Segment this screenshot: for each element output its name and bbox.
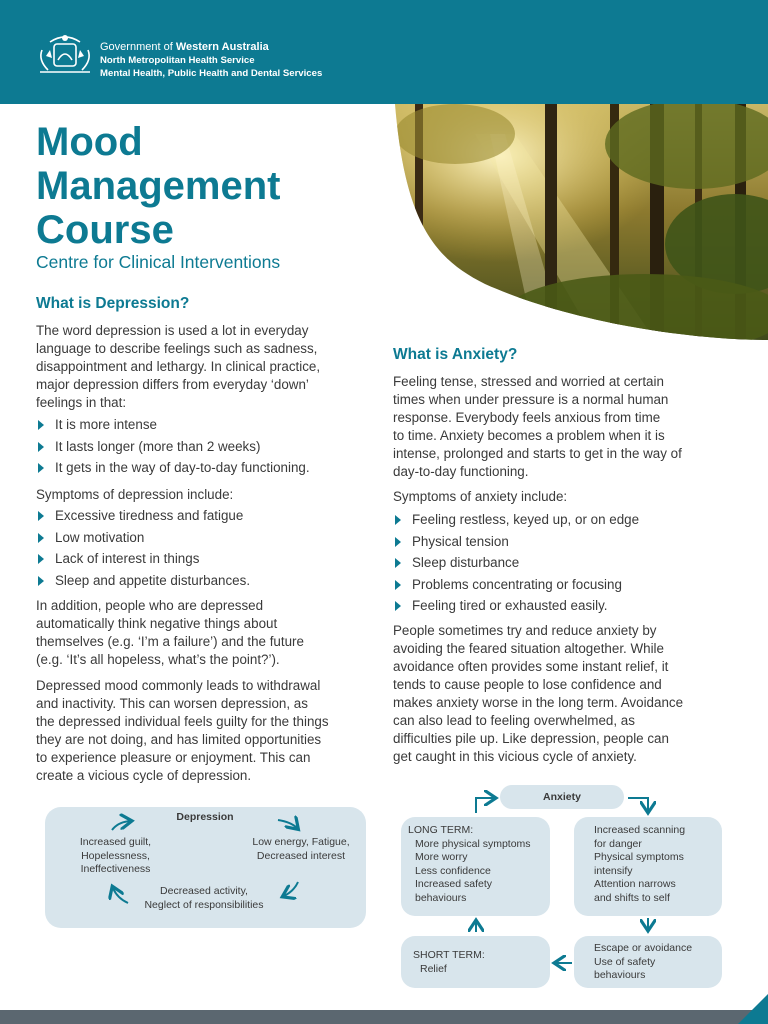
title-line: Management <box>36 164 281 208</box>
text-line: avoiding the feared situation altogether. While <box>393 641 664 656</box>
text-line: LONG TERM: <box>408 824 474 836</box>
depression-intro <box>36 322 320 412</box>
text-line: The word depression is used a lot in everyday <box>36 323 309 338</box>
text-line: Ineffectiveness <box>80 863 151 875</box>
text-line: feelings in that: <box>36 395 127 410</box>
list-item: Physical tension <box>393 531 639 553</box>
depression-differences-list <box>36 414 310 479</box>
text-line: Attention narrows <box>594 878 676 890</box>
list-item: It is more intense <box>36 414 310 436</box>
text-line: get caught in this vicious cycle of anxiety. <box>393 749 637 764</box>
list-item: Excessive tiredness and fatigue <box>36 505 250 527</box>
arrow-icon <box>476 798 494 813</box>
text-line: automatically think negative things about <box>36 616 278 631</box>
anxiety-para2 <box>393 622 683 766</box>
anxiety-escape-box <box>574 936 722 988</box>
text-line: response. Everybody feels anxious from time <box>393 410 661 425</box>
text-line: to experience pleasure or enjoyment. This can <box>36 750 311 765</box>
arrow-icon <box>628 798 648 811</box>
depression-symptoms-intro: Symptoms of depression include: <box>36 487 234 502</box>
footer-bar <box>0 1010 768 1024</box>
depression-cycle-title: Depression <box>176 811 234 823</box>
text-line: Decreased activity, <box>160 885 248 897</box>
list-item: Low motivation <box>36 527 250 549</box>
depression-para3 <box>36 677 329 785</box>
text-line: Escape or avoidance <box>594 942 693 954</box>
anxiety-symptoms-list <box>393 509 639 617</box>
text-line: tends to cause people to lose confidence and <box>393 677 662 692</box>
depression-para2 <box>36 597 304 669</box>
text-line: behaviours <box>594 969 646 981</box>
depression-cycle-right <box>242 836 360 863</box>
page-title <box>36 120 281 252</box>
text-line: and shifts to self <box>594 891 670 904</box>
depression-cycle-left <box>58 836 173 877</box>
anxiety-symptoms-intro: Symptoms of anxiety include: <box>393 489 568 504</box>
text-line: (e.g. ‘It’s all hopeless, what’s the point?’). <box>36 652 280 667</box>
text-line: Increased safety <box>415 878 493 890</box>
anxiety-cycle-title: Anxiety <box>500 785 624 809</box>
anxiety-scanning-box <box>574 817 722 916</box>
text-line: Increased guilt, <box>79 836 152 848</box>
text-line: day-to-day functioning. <box>393 464 529 479</box>
anxiety-long-term-box <box>401 817 550 916</box>
text-line: Hopelessness, <box>81 849 150 862</box>
text-line: More worry <box>415 851 468 863</box>
text-line: Decreased interest <box>256 849 346 862</box>
text-line: Use of safety <box>594 955 656 968</box>
list-item: Feeling tired or exhausted easily. <box>393 595 639 617</box>
text-line: More physical symptoms <box>415 837 531 850</box>
crest-icon <box>36 32 94 76</box>
list-item: Lack of interest in things <box>36 548 250 570</box>
anxiety-heading: What is Anxiety? <box>393 346 518 363</box>
text-line: can also lead to feeling overwhelmed, as <box>393 713 635 728</box>
text-line: intensify <box>594 864 633 877</box>
depression-cycle-bottom <box>128 885 280 912</box>
text-line: major depression differs from everyday ‘down’ <box>36 377 309 392</box>
gov-prefix: Government of <box>100 41 176 53</box>
text-line: Relief <box>420 962 447 975</box>
anxiety-short-term-box <box>401 936 550 988</box>
footer-accent <box>738 994 768 1024</box>
text-line: Neglect of responsibilities <box>144 898 264 911</box>
text-line: they are not doing, and has limited opportunities <box>36 732 322 747</box>
gov-state: Western Australia <box>175 41 269 53</box>
list-item: Feeling restless, keyed up, or on edge <box>393 509 639 531</box>
text-line: People sometimes try and reduce anxiety by <box>393 623 657 638</box>
text-line: SHORT TERM: <box>413 949 485 961</box>
text-line: avoidance often provides some instant relief, it <box>393 659 669 674</box>
depression-heading: What is Depression? <box>36 295 190 312</box>
text-line: difficulties pile up. Like depression, people can <box>393 731 669 746</box>
text-line: to time. Anxiety becomes a problem when it is <box>393 428 665 443</box>
division-name: Mental Health, Public Health and Dental Services <box>100 68 323 79</box>
page-subtitle: Centre for Clinical Interventions <box>36 252 281 272</box>
text-line: Depressed mood commonly leads to withdrawal <box>36 678 321 693</box>
text-line: themselves (e.g. ‘I’m a failure’) and the future <box>36 634 304 649</box>
text-line: the depressed individual feels guilty for the things <box>36 714 329 729</box>
text-line: Less confidence <box>415 864 491 877</box>
text-line: Low energy, Fatigue, <box>252 836 350 848</box>
text-line: makes anxiety worse in the long term. Avoidance <box>393 695 684 710</box>
text-line: and inactivity. This can worsen depression, as <box>36 696 308 711</box>
text-line: Increased scanning <box>594 824 686 836</box>
list-item: Sleep and appetite disturbances. <box>36 570 250 592</box>
list-item: Sleep disturbance <box>393 552 639 574</box>
text-line: create a vicious cycle of depression. <box>36 768 252 783</box>
list-item: Problems concentrating or focusing <box>393 574 639 596</box>
forest-image <box>395 104 768 340</box>
text-line: disappointment and lethargy. In clinical practice, <box>36 359 321 374</box>
text-line: behaviours <box>415 891 467 904</box>
text-line: Feeling tense, stressed and worried at certain <box>393 374 664 389</box>
title-line: Mood <box>36 120 143 164</box>
header-band <box>0 0 768 104</box>
list-item: It lasts longer (more than 2 weeks) <box>36 436 310 458</box>
text-line: Physical symptoms <box>594 851 684 863</box>
anxiety-intro <box>393 373 682 481</box>
service-name: North Metropolitan Health Service <box>100 55 255 66</box>
text-line: times when under pressure is a normal human <box>393 392 669 407</box>
text-line: intense, prolonged and starts to get in the way of <box>393 446 682 461</box>
title-line: Course <box>36 208 174 252</box>
text-line: In addition, people who are depressed <box>36 598 264 613</box>
list-item: It gets in the way of day-to-day functioning. <box>36 457 310 479</box>
depression-symptoms-list <box>36 505 250 591</box>
text-line: language to describe feelings such as sadness, <box>36 341 318 356</box>
text-line: for danger <box>594 837 642 850</box>
